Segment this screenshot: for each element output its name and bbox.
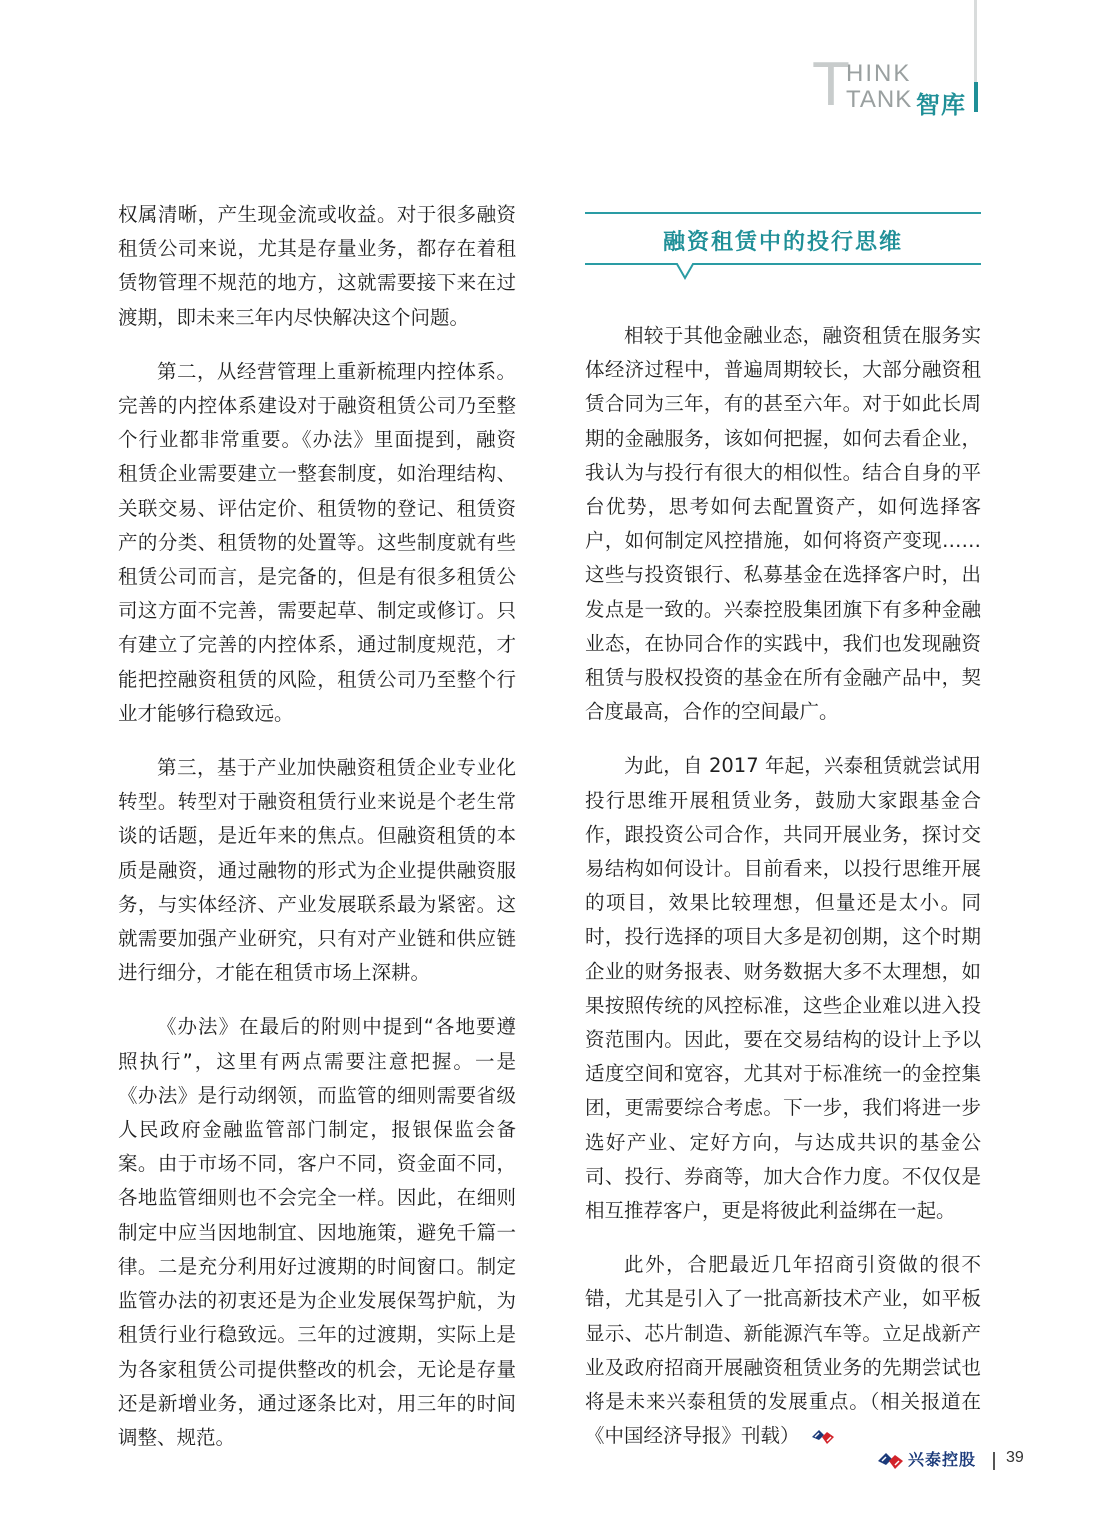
mark-line1: HINK — [846, 60, 912, 87]
section-title: 融资租赁中的投行思维 — [662, 230, 903, 255]
section-heading — [585, 210, 981, 282]
heading-rule-bottom — [585, 262, 981, 284]
mark-initial: T — [812, 50, 850, 119]
paragraph: 相较于其他金融业态，融资租赁在服务实体经济过程中，普遍周期较长，大部分融资租赁合同为三年，有的甚至六年。对于如此长周期的金融服务，该如何把握，如何去看企业，我认为与投行有很大的相似性。结合自身的平台优势，思考如何去配置资产，如何选择客户，如何制定风控措施，如何将资产变现……这些与投资银行、私募基金在选择客户时，出发点是一致的。兴泰控股集团旗下有多种金融业态，在协同合作的实践中，我们也发现融资租赁与股权投资的基金在所有金融产品中，契合度最高，合作的空间最广。 — [585, 324, 981, 724]
brand-logo-icon — [808, 1426, 838, 1448]
mark-line2: TANK — [846, 86, 913, 113]
paragraph-text: 此外，合肥最近几年招商引资做的很不错，尤其是引入了一批高新技术产业，如平板显示、芯片制造、新能源汽车等。立足战新产业及政府招商开展融资租赁业务的先期尝试也将是未来兴泰租赁的发展重点。（相关报道在《中国经济导报》刊载） — [585, 1253, 981, 1448]
paragraph-last — [585, 1248, 981, 1453]
page-footer — [876, 1446, 1076, 1476]
left-column — [118, 198, 516, 1475]
paragraph: 第三，基于产业加快融资租赁企业专业化转型。转型对于融资租赁行业来说是个老生常谈的话题，是近年来的焦点。但融资租赁的本质是融资，通过融物的形式为企业提供融资服务，与实体经济、产业发展联系最为紧密。这就需要加强产业研究，只有对产业链和供应链进行细分，才能在租赁市场上深耕。 — [118, 756, 516, 985]
paragraph: 第二，从经营管理上重新梳理内控体系。完善的内控体系建设对于融资租赁公司乃至整个行业都非常重要。《办法》里面提到，融资租赁企业需要建立一整套制度，如治理结构、关联交易、评估定价、租赁物的登记、租赁资产的分类、租赁物的处置等。这些制度就有些租赁公司而言，是完备的，但是有很多租赁公司这方面不完善，需要起草、制定或修订。只有建立了完善的内控体系，通过制度规范，才能把控融资租赁的风险，租赁公司乃至整个行业才能够行稳致远。 — [118, 359, 516, 725]
brand-logo-icon — [876, 1450, 906, 1472]
paragraph: 为此，自 2017 年起，兴泰租赁就尝试用投行思维开展租赁业务，鼓励大家跟基金合作，跟投资公司合作，共同开展业务，探讨交易结构如何设计。目前看来，以投行思维开展的项目，效果比较理想，但量还是太小。同时，投行选择的项目大多是初创期，这个时期企业的财务报表、财务数据大多不太理想，如果按照传统的风控标准，这些企业难以进入投资范围内。因此，要在交易结构的设计上予以适度空间和宽容，尤其对于标准统一的金控集团，更需要综合考虑。下一步，我们将进一步选好产业、定好方向，与达成共识的基金公司、投行、券商等，加大合作力度。不仅仅是相互推荐客户，更是将彼此利益绑在一起。 — [585, 754, 981, 1223]
mark-cn: 智库 — [916, 91, 966, 119]
right-column — [585, 319, 981, 1474]
mark-bar — [974, 82, 978, 112]
heading-rule-top — [585, 212, 981, 214]
paragraph: 《办法》在最后的附则中提到“各地要遵照执行”，这里有两点需要注意把握。一是《办法》是行动纲领，而监管的细则需要省级人民政府金融监管部门制定，报银保监会备案。由于市场不同，客户不同，资金面不同，各地监管细则也不会完全一样。因此，在细则制定中应当因地制宜、因地施策，避免千篇一律。二是充分利用好过渡期的时间窗口。制定监管办法的初衷还是为企业发展保驾护航，为租赁行业行稳致远。三年的过渡期，实际上是为各家租赁公司提供整改的机会，无论是存量还是新增业务，通过逐条比对，用三年的时间调整、规范。 — [118, 1015, 516, 1449]
paragraph: 权属清晰，产生现金流或收益。对于很多融资租赁公司来说，尤其是存量业务，都存在着租赁物管理不规范的地方，这就需要接下来在过渡期，即未来三年内尽快解决这个问题。 — [118, 203, 516, 329]
footer-brand: 兴泰控股 — [908, 1450, 977, 1469]
think-tank-mark — [812, 50, 982, 119]
footer-separator — [993, 1452, 995, 1470]
page-number: 39 — [1006, 1449, 1024, 1466]
